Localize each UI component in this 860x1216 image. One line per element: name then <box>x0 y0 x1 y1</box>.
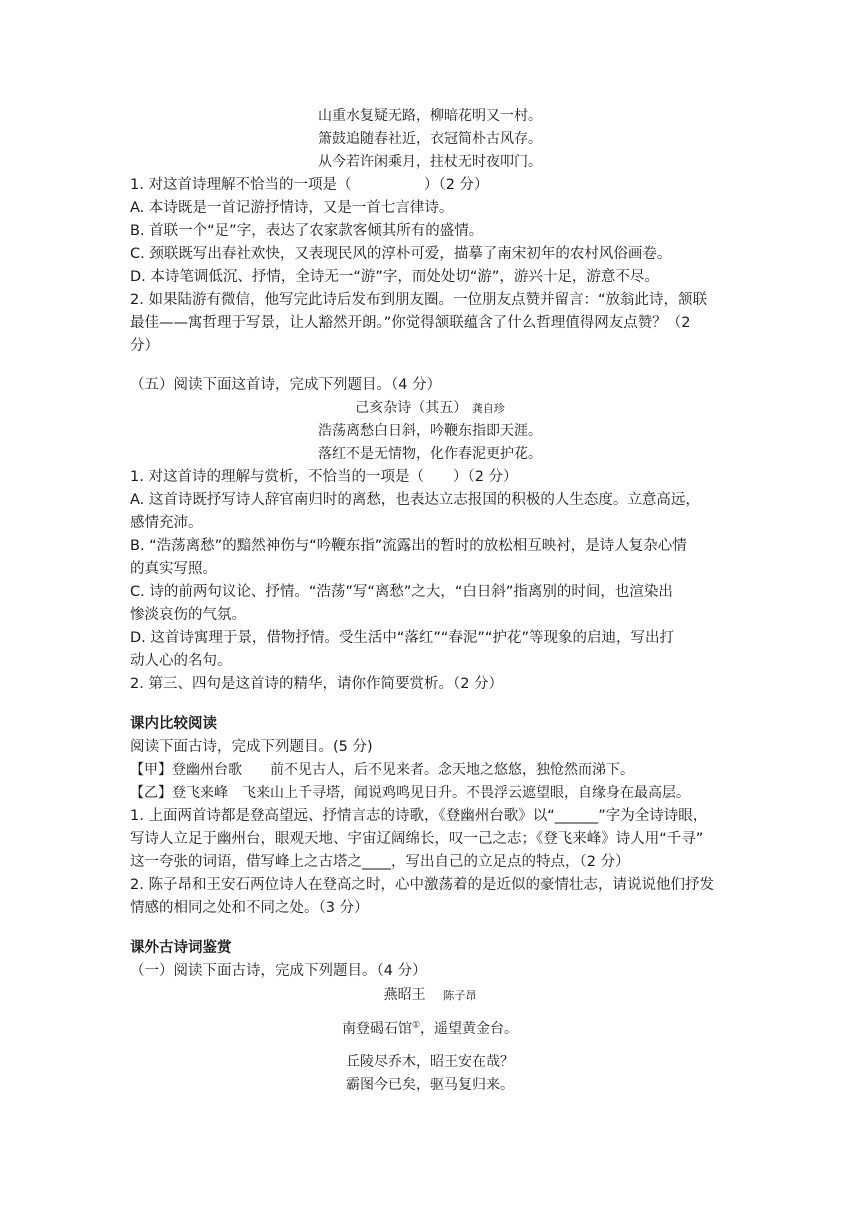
poem-line <box>0 1018 860 1040</box>
poem-title-line <box>0 397 860 420</box>
section-intro: （五）阅读下面这首诗，完成下列题目。（4 分） <box>130 377 442 393</box>
question-stem: 1. 对这首诗理解不恰当的一项是（ ）（2 分） <box>130 177 489 193</box>
question-stem: 1. 上面两首诗都是登高望远、抒情言志的诗歌，《登幽州台歌》以“______”字为全诗诗眼， <box>130 808 708 824</box>
poem-line: 从今若许闲乘月，拄杖无时夜叩门。 <box>318 154 542 170</box>
poem-line: 山重水复疑无路，柳暗花明又一村。 <box>318 108 542 124</box>
question-stem: 1. 对这首诗的理解与赏析，不恰当的一项是（ ）（2 分） <box>130 469 518 485</box>
section-heading: 课外古诗词鉴赏 <box>130 940 232 956</box>
poem-title: 己亥杂诗（其五） <box>355 400 468 416</box>
option-c: C. 诗的前两句议论、抒情。“浩荡”写“离愁”之大，“白日斜”指离别的时间，也渲染出 <box>130 584 673 600</box>
section-intro: （一）阅读下面古诗，完成下列题目。（4 分） <box>130 963 427 979</box>
poem-line: 丘陵尽乔木，昭王安在哉？ <box>346 1054 514 1070</box>
option-c-cont: 惨淡哀伤的气氛。 <box>130 607 246 623</box>
poem-title-line <box>0 984 860 1007</box>
section-intro: 阅读下面古诗，完成下列题目。(5 分) <box>130 739 373 755</box>
question-stem: 2. 陈子昂和王安石两位诗人在登高之时，心中激荡着的是近似的豪情壮志，请说说他们抒发 <box>130 877 714 893</box>
poem-line: 浩荡离愁白日斜，吟鞭东指即天涯。 <box>318 423 542 439</box>
poem-line: 霸图今已矣，驱马复归来。 <box>346 1077 514 1093</box>
poem-author: 龚自珍 <box>471 402 505 415</box>
poem-line-part: 南登碣石馆 <box>341 1021 412 1037</box>
option-a: A. 这首诗既抒写诗人辞官南归时的离愁，也表达立志报国的积极的人生态度。立意高远， <box>130 492 700 508</box>
option-d: D. 这首诗寓理于景，借物抒情。受生活中“落红”“春泥”“护花”等现象的启迪，写出打 <box>130 630 674 646</box>
question-stem: 2. 第三、四句是这首诗的精华，请你作简要赏析。（2 分） <box>130 676 504 692</box>
option-d-cont: 动人心的名句。 <box>130 653 232 669</box>
poem-line: 落红不是无情物，化作春泥更护花。 <box>318 446 542 462</box>
poem-line: 箫鼓追随春社近，衣冠简朴古风存。 <box>318 131 542 147</box>
option-c: C. 颈联既写出春社欢快，又表现民风的淳朴可爱，描摹了南宋初年的农村风俗画卷。 <box>130 246 672 262</box>
option-a-cont: 感情充沛。 <box>130 515 203 531</box>
poem-yi: 【乙】登飞来峰 飞来山上千寻塔，闻说鸡鸣见日升。不畏浮云遮望眼，自缘身在最高层。 <box>130 785 690 801</box>
question-stem: 分） <box>130 338 159 354</box>
question-stem: 2. 如果陆游有微信，他写完此诗后发布到朋友圈。一位朋友点赞并留言：“放翁此诗，颔联 <box>130 292 707 308</box>
section-heading: 课内比较阅读 <box>130 716 217 732</box>
option-b: B. 首联一个“足”字，表达了农家款客倾其所有的盛情。 <box>130 223 484 239</box>
option-b: B. “浩荡离愁”的黯然神伤与“吟鞭东指”流露出的暂时的放松相互映衬，是诗人复杂心情 <box>130 538 687 554</box>
poem-jia: 【甲】登幽州台歌 前不见古人，后不见来者。念天地之悠悠，独怆然而涕下。 <box>130 762 634 778</box>
question-stem: 这一夸张的词语，借写峰上之古塔之____，写出自己的立足点的特点，（2 分） <box>130 854 630 870</box>
question-stem: 最佳——寓哲理于写景，让人豁然开朗。”你觉得颔联蕴含了什么哲理值得网友点赞？（2 <box>130 315 691 331</box>
poem-line-part: ，遥望黄金台。 <box>420 1021 519 1037</box>
question-stem: 情感的相同之处和不同之处。（3 分） <box>130 900 369 916</box>
poem-title: 燕昭王 <box>383 987 426 1003</box>
question-stem: 写诗人立足于幽州台，眼观天地、宇宙辽阔绵长，叹一己之志；《登飞来峰》诗人用“千寻” <box>130 831 704 847</box>
option-d: D. 本诗笔调低沉、抒情，全诗无一“游”字，而处处切“游”，游兴十足，游意不尽。 <box>130 269 659 285</box>
poem-author: 陈子昂 <box>443 989 477 1002</box>
option-a: A. 本诗既是一首记游抒情诗，又是一首七言律诗。 <box>130 200 454 216</box>
footnote-marker: ① <box>411 1020 421 1031</box>
option-b-cont: 的真实写照。 <box>130 561 217 577</box>
